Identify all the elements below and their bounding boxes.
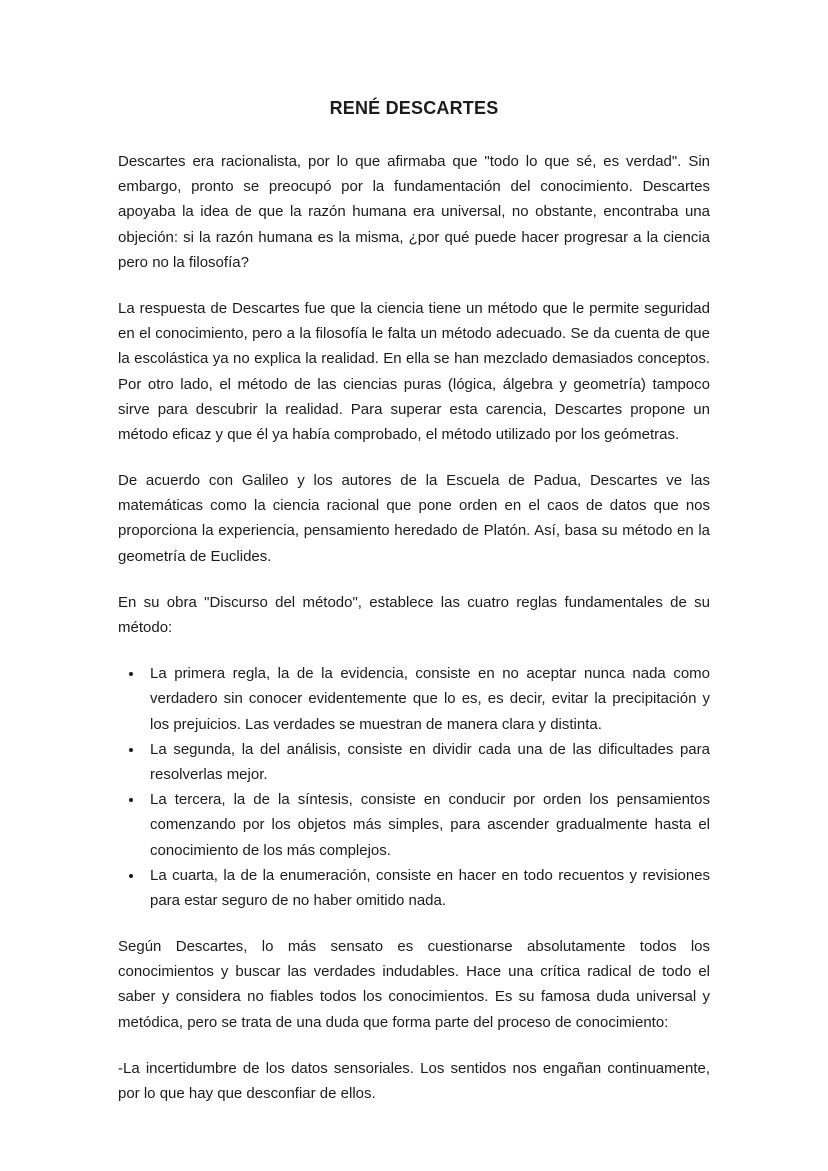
paragraph-intro: Descartes era racionalista, por lo que afirmaba que "todo lo que sé, es verdad". Sin embargo, pronto se preocupó por la fundamentación del conocimiento. Descartes apoyaba la idea de que la razón humana era universal, no obstante, encontraba una objeción: si la razón humana es la misma, ¿por qué puede hacer progresar a la ciencia pero no la filosofía?	[118, 153, 710, 271]
paragraph-senses: -La incertidumbre de los datos sensoriales. Los sentidos nos engañan continuamente, por lo que hay que desconfiar de ellos.	[118, 1059, 710, 1102]
closing-section	[118, 934, 710, 1106]
paragraph-rules-intro: En su obra "Discurso del método", establece las cuatro reglas fundamentales de su método:	[118, 593, 710, 636]
page-title: RENÉ DESCARTES	[329, 98, 499, 118]
paragraph-galileo: De acuerdo con Galileo y los autores de la Escuela de Padua, Descartes ve las matemáticas como la ciencia racional que pone orden en el caos de datos que nos proporciona la experiencia, pensamiento heredado de Platón. Así, basa su método en la geometría de Euclides.	[118, 472, 710, 565]
rule-item-evidence: • La primera regla, la de la evidencia, consiste en no aceptar nunca nada como verdadero sin conocer evidentemente que lo es, es decir, evitar la precipitación y los prejuicios. Las verdades se muestran de manera clara y distinta.	[144, 661, 710, 737]
rule-item-analysis: • La segunda, la del análisis, consiste en dividir cada una de las dificultades para resolverlas mejor.	[144, 737, 710, 787]
rule-item-enumeration: • La cuarta, la de la enumeración, consiste en hacer en todo recuentos y revisiones para estar seguro de no haber omitido nada.	[144, 863, 710, 913]
rules-list	[118, 661, 710, 913]
paragraph-doubt: Según Descartes, lo más sensato es cuestionarse absolutamente todos los conocimientos y buscar las verdades indudables. Hace una crítica radical de todo el saber y considera no fiables todos los conocimientos. Es su famosa duda universal y metódica, pero se trata de una duda que forma parte del proceso de conocimiento:	[118, 938, 710, 1031]
rule-item-synthesis: • La tercera, la de la síntesis, consiste en conducir por orden los pensamientos comenzando por los objetos más simples, para ascender gradualmente hasta el conocimiento de los más complejos.	[144, 787, 710, 863]
paragraph-method: La respuesta de Descartes fue que la ciencia tiene un método que le permite seguridad en el conocimiento, pero a la filosofía le falta un método adecuado. Se da cuenta de que la escolástica ya no explica la realidad. En ella se han mezclado demasiados conceptos. Por otro lado, el método de las ciencias puras (lógica, álgebra y geometría) tampoco sirve para descubrir la realidad. Para superar esta carencia, Descartes propone un método eficaz y que él ya había comprobado, el método utilizado por los geómetras.	[118, 299, 710, 443]
